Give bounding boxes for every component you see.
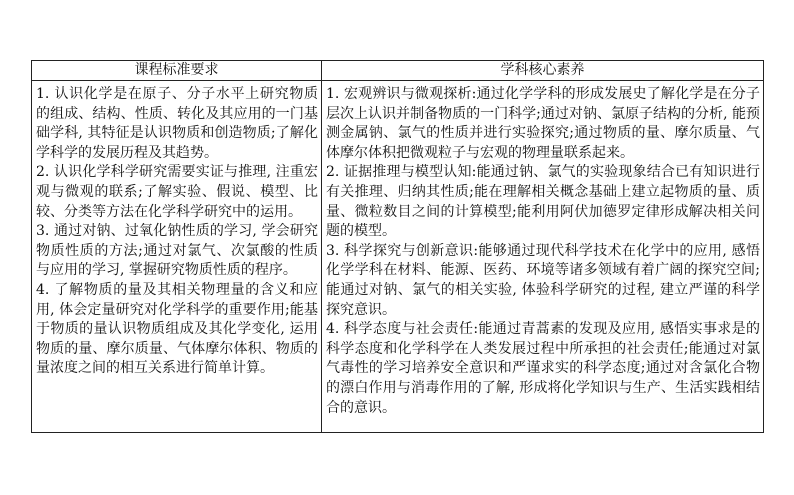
competency-item-2: 2. 证据推理与模型认知:能通过钠、氯气的实验现象结合已有知识进行有关推理、归纳其性质;能在理解相关概念基础上建立起物质的量、质量、微粒数目之间的计算模型;能利用阿伏加德罗定律形成解决相关问题的模型。 [326,164,760,240]
competency-item-3: 3. 科学探究与创新意识:能够通过现代科学技术在化学中的应用, 感悟化学学科在材料、能源、医药、环境等诸多领域有着广阔的探究空间;能通过对钠、氯气的相关实验, 体验科学研究的过程, 建立严谨的科学探究意识。 [326,242,760,318]
curriculum-standards-cell [32,81,322,433]
standard-item-1: 1. 认识化学是在原子、分子水平上研究物质的组成、结构、性质、转化及其应用的一门基础学科, 其特征是认识物质和创造物质;了解化学科学的发展历程及其趋势。 [36,86,318,161]
standard-item-4: 4. 了解物质的量及其相关物理量的含义和应用, 体会定量研究对化学科学的重要作用;能基于物质的量认识物质组成及其化学变化, 运用物质的量、摩尔质量、气体摩尔体积、物质的量浓度之间的相互关系进行简单计算。 [36,281,318,377]
table-body-row [32,81,764,433]
header-core-competencies: 学科核心素养 [322,61,764,81]
competency-item-4: 4. 科学态度与社会责任:能通过青蒿素的发现及应用, 感悟实事求是的科学态度和化学科学在人类发展过程中所承担的社会责任;能通过对氯气毒性的学习培养安全意识和严谨求实的科学态度;通过对含氯化合物的漂白作用与消毒作用的了解, 形成将化学知识与生产、生活实践相结合的意识。 [326,321,760,416]
standards-table [31,60,764,433]
header-curriculum-standards: 课程标准要求 [32,61,322,81]
standard-item-3: 3. 通过对钠、过氧化钠性质的学习, 学会研究物质性质的方法;通过对氯气、次氯酸的性质与应用的学习, 掌握研究物质性质的程序。 [36,223,318,279]
table-header-row [32,61,764,81]
standard-item-2: 2. 认识化学科学研究需要实证与推理, 注重宏观与微观的联系;了解实验、假说、模型、比较、分类等方法在化学科学研究中的运用。 [36,164,318,220]
competency-item-1: 1. 宏观辨识与微观探析:通过化学学科的形成发展史了解化学是在分子层次上认识并制备物质的一门科学;通过对钠、氯原子结构的分析, 能预测金属钠、氯气的性质并进行实验探究;通过物质的量、摩尔质量、气体摩尔体积把微观粒子与宏观的物理量联系起来。 [326,86,760,161]
core-competencies-cell [322,81,764,433]
